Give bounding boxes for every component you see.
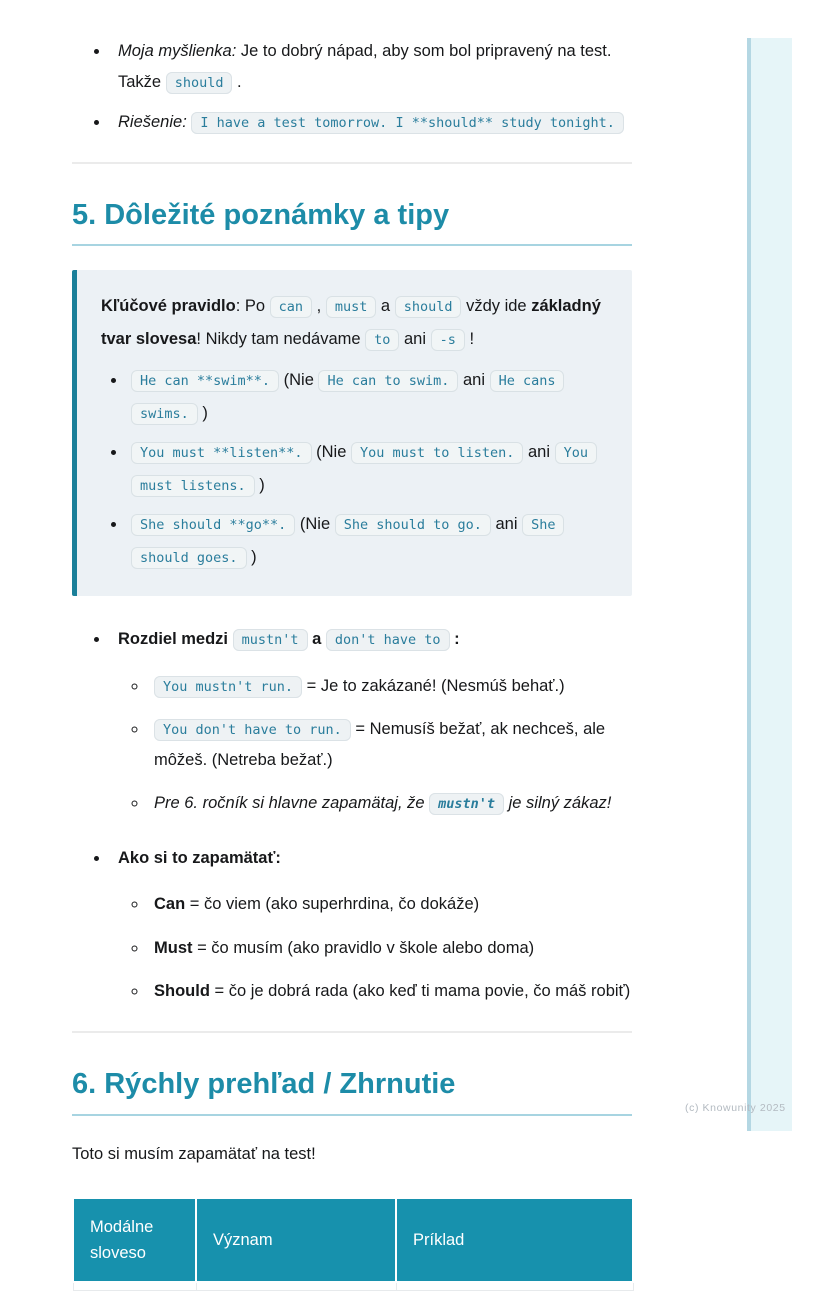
- column-header-meaning: Význam: [196, 1198, 396, 1283]
- bold-text: Should: [154, 982, 210, 1001]
- sub-list: [118, 889, 632, 1007]
- list-item-text: You don't have to run. = Nemusíš bežať, ak nechceš, ale môžeš. (Netreba bežať.): [154, 720, 606, 769]
- bold-text: Rozdiel medzi: [118, 630, 233, 649]
- list-item-text: You must **listen**. (Nie You must to listen. ani You must listens. ): [131, 443, 597, 494]
- list-item: [127, 436, 608, 502]
- list-item-text: Should = čo je dobrá rada (ako keď ti mama povie, čo máš robiť): [154, 982, 631, 1001]
- clipped-table-row: [73, 1282, 633, 1291]
- inline-code: to: [365, 329, 399, 351]
- watermark: (c) Knowunity 2025: [685, 1102, 786, 1114]
- sub-list-item: [148, 889, 632, 920]
- inline-code: He can **swim**.: [131, 370, 279, 392]
- section-divider: [72, 1031, 632, 1033]
- heading-underline: [72, 244, 632, 246]
- inline-code: You must **listen**.: [131, 442, 312, 464]
- notes-list: [72, 624, 632, 1007]
- list-item-text: She should **go**. (Nie She should to go. ani She should goes. ): [131, 515, 564, 566]
- list-item-text: [118, 849, 281, 867]
- key-rule-callout: [72, 270, 632, 596]
- summary-table: [72, 1197, 634, 1291]
- bold-text: :: [449, 630, 460, 649]
- summary-intro-text: Toto si musím zapamätať na test!: [72, 1144, 316, 1163]
- inline-code: -s: [431, 329, 465, 351]
- sub-list: [118, 671, 632, 819]
- list-item-text: Can = čo viem (ako superhrdina, čo dokáže): [154, 895, 480, 914]
- sub-list-item: [148, 788, 632, 819]
- sub-list-item: [148, 933, 632, 964]
- list-item: [110, 36, 632, 97]
- inline-code: should: [166, 72, 233, 94]
- clipped-cell: [396, 1282, 633, 1291]
- inline-code: You mustn't run.: [154, 676, 302, 698]
- clipped-cell: [196, 1282, 396, 1291]
- inline-code: mustn't: [233, 629, 308, 651]
- italic-text: Riešenie:: [118, 113, 192, 132]
- inline-code: can: [270, 296, 312, 318]
- bold-text: Ako si to zapamätať:: [118, 848, 281, 867]
- list-item-text: Moja myšlienka: Je to dobrý nápad, aby som bol pripravený na test. Takže should .: [118, 42, 611, 91]
- list-item-text: [118, 630, 460, 648]
- right-margin-strip: [747, 38, 792, 1131]
- inline-code: You don't have to run.: [154, 719, 351, 741]
- list-item-text: [118, 113, 624, 131]
- callout-list: [101, 364, 608, 574]
- table-header-row: [73, 1198, 633, 1283]
- list-item: [127, 508, 608, 574]
- section-5-heading: 5. Dôležité poznámky a tipy: [72, 198, 450, 231]
- section-6-heading: 6. Rýchly prehľad / Zhrnutie: [72, 1067, 456, 1100]
- italic-text: je silný zákaz!: [504, 794, 612, 813]
- bold-text: a: [307, 630, 326, 649]
- inline-code: should: [395, 296, 462, 318]
- inline-code: don't have to: [326, 629, 450, 651]
- list-item-text: He can **swim**. (Nie He can to swim. ani He cans swims. ): [131, 371, 564, 422]
- inline-code: You must to listen.: [351, 442, 523, 464]
- list-item: [110, 107, 632, 138]
- sub-list-item: [148, 671, 632, 702]
- inline-code: I have a test tomorrow. I **should** study tonight.: [191, 112, 624, 134]
- list-item: [110, 624, 632, 819]
- inline-code: He can to swim.: [318, 370, 458, 392]
- inline-code: He cans swims.: [131, 370, 564, 425]
- list-item: [110, 843, 632, 1007]
- inline-code: She should to go.: [335, 514, 491, 536]
- list-item: [127, 364, 608, 430]
- list-item-text: You mustn't run. = Je to zakázané! (Nesmúš behať.): [154, 677, 565, 695]
- bold-text: Can: [154, 895, 186, 914]
- inline-code: She should **go**.: [131, 514, 295, 536]
- italic-text: Moja myšlienka:: [118, 42, 237, 60]
- clipped-cell: [73, 1282, 196, 1291]
- intro-list: [72, 36, 632, 138]
- column-header-example: Príklad: [396, 1198, 633, 1283]
- inline-code: must: [326, 296, 377, 318]
- column-header-modal-verb: Modálne sloveso: [73, 1198, 196, 1283]
- inline-code: You must listens.: [131, 442, 597, 497]
- list-item-text: Must = čo musím (ako pravidlo v škole alebo doma): [154, 938, 535, 957]
- content-column: [72, 0, 632, 1291]
- heading-underline: [72, 1114, 632, 1116]
- bold-text: základný tvar slovesa: [101, 297, 601, 349]
- bold-text: Must: [154, 938, 193, 957]
- inline-code: She should goes.: [131, 514, 564, 569]
- italic-text: Pre 6. ročník si hlavne zapamätaj, že: [154, 794, 430, 813]
- list-item-text: [154, 794, 611, 812]
- bold-text: Kľúčové pravidlo: [101, 297, 236, 316]
- section-divider: [72, 162, 632, 164]
- inline-code: mustn't: [429, 793, 504, 815]
- sub-list-item: [148, 714, 632, 775]
- callout-intro-text: Kľúčové pravidlo: Po can , must a should vždy ide základný tvar slovesa! Nikdy tam nedávame to ani -s !: [101, 290, 608, 356]
- sub-list-item: [148, 976, 632, 1007]
